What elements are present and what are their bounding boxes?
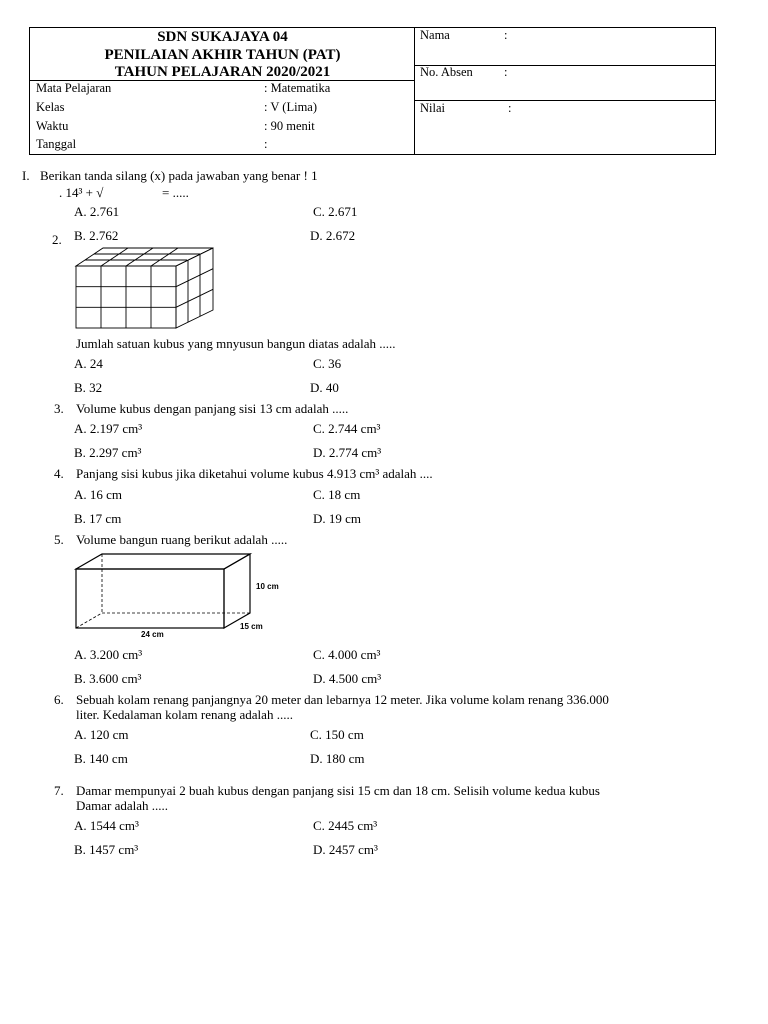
q5-option-c[interactable]: C. 4.000 cm³ xyxy=(313,647,381,662)
q1-option-d[interactable]: D. 2.672 xyxy=(310,228,356,243)
q7-option-c[interactable]: C. 2445 cm³ xyxy=(313,818,378,833)
q1-option-c[interactable]: C. 2.671 xyxy=(313,204,358,219)
q7-number: 7. xyxy=(54,783,64,798)
q5-number: 5. xyxy=(54,532,64,547)
q4-number: 4. xyxy=(54,466,64,481)
q4-option-a[interactable]: A. 16 cm xyxy=(74,487,123,502)
absen-field[interactable]: : xyxy=(504,65,508,79)
q1-option-b[interactable]: B. 2.762 xyxy=(74,228,119,243)
date-value: : xyxy=(264,137,268,151)
q7-option-d[interactable]: D. 2457 cm³ xyxy=(313,842,378,857)
q1-text-b: = ..... xyxy=(162,185,189,200)
date-label: Tanggal xyxy=(36,137,77,151)
header-table xyxy=(29,27,716,155)
q7-text-line1: Damar mempunyai 2 buah kubus dengan panjang sisi 15 cm dan 18 cm. Selisih volume kedua kubus xyxy=(76,783,600,798)
q3-option-c[interactable]: C. 2.744 cm³ xyxy=(313,421,381,436)
class-label: Kelas xyxy=(36,100,65,114)
school-name: SDN SUKAJAYA 04 xyxy=(157,29,288,45)
q6-text-line1: Sebuah kolam renang panjangnya 20 meter dan lebarnya 12 meter. Jika volume kolam renang 336.000 xyxy=(76,692,609,707)
q5-option-b[interactable]: B. 3.600 cm³ xyxy=(74,671,142,686)
time-label: Waktu xyxy=(36,119,69,133)
name-label: Nama xyxy=(420,28,450,42)
q5-option-a[interactable]: A. 3.200 cm³ xyxy=(74,647,143,662)
q6-option-c[interactable]: C. 150 cm xyxy=(310,727,364,742)
q2-option-b[interactable]: B. 32 xyxy=(74,380,103,395)
q4-option-b[interactable]: B. 17 cm xyxy=(74,511,122,526)
q6-option-b[interactable]: B. 140 cm xyxy=(74,751,128,766)
q3-number: 3. xyxy=(54,401,64,416)
q7-text-line2: Damar adalah ..... xyxy=(76,798,169,813)
q7-option-a[interactable]: A. 1544 cm³ xyxy=(74,818,139,833)
score-label: Nilai xyxy=(420,101,445,115)
name-field[interactable]: : xyxy=(504,28,508,42)
q2-option-a[interactable]: A. 24 xyxy=(74,356,103,371)
subject-label: Mata Pelajaran xyxy=(36,81,112,95)
q5-length-label: 24 cm xyxy=(141,630,164,639)
q1-text-a: . 14³ + √ xyxy=(59,185,104,200)
absen-label: No. Absen xyxy=(420,65,473,79)
q6-option-d[interactable]: D. 180 cm xyxy=(310,751,365,766)
q7-option-b[interactable]: B. 1457 cm³ xyxy=(74,842,139,857)
q5-option-d[interactable]: D. 4.500 cm³ xyxy=(313,671,382,686)
exam-title: PENILAIAN AKHIR TAHUN (PAT) xyxy=(104,47,341,63)
q3-option-a[interactable]: A. 2.197 cm³ xyxy=(74,421,143,436)
score-field[interactable]: : xyxy=(508,101,512,115)
q2-text: Jumlah satuan kubus yang mnyusun bangun diatas adalah ..... xyxy=(76,336,396,351)
q3-option-d[interactable]: D. 2.774 cm³ xyxy=(313,445,382,460)
q5-width-label: 15 cm xyxy=(240,622,263,631)
q4-option-d[interactable]: D. 19 cm xyxy=(313,511,362,526)
q6-number: 6. xyxy=(54,692,64,707)
cuboid-figure xyxy=(74,552,254,634)
subject-value: : Matematika xyxy=(264,81,331,95)
q2-option-c[interactable]: C. 36 xyxy=(313,356,342,371)
time-value: : 90 menit xyxy=(264,119,315,133)
q2-option-d[interactable]: D. 40 xyxy=(310,380,339,395)
q3-text: Volume kubus dengan panjang sisi 13 cm adalah ..... xyxy=(76,401,349,416)
q6-text-line2: liter. Kedalaman kolam renang adalah ..... xyxy=(76,707,293,722)
q1-option-a[interactable]: A. 2.761 xyxy=(74,204,120,219)
q2-number: 2. xyxy=(52,232,62,247)
section-number: I. xyxy=(22,168,30,183)
q4-text: Panjang sisi kubus jika diketahui volume kubus 4.913 cm³ adalah .... xyxy=(76,466,433,481)
class-value: : V (Lima) xyxy=(264,100,318,114)
cube-stack-figure xyxy=(74,246,216,330)
section-instruction: Berikan tanda silang (x) pada jawaban yang benar ! 1 xyxy=(40,168,318,183)
q6-option-a[interactable]: A. 120 cm xyxy=(74,727,129,742)
academic-year: TAHUN PELAJARAN 2020/2021 xyxy=(114,64,331,80)
q3-option-b[interactable]: B. 2.297 cm³ xyxy=(74,445,142,460)
q5-text: Volume bangun ruang berikut adalah ..... xyxy=(76,532,288,547)
q4-option-c[interactable]: C. 18 cm xyxy=(313,487,361,502)
q5-height-label: 10 cm xyxy=(256,582,279,591)
